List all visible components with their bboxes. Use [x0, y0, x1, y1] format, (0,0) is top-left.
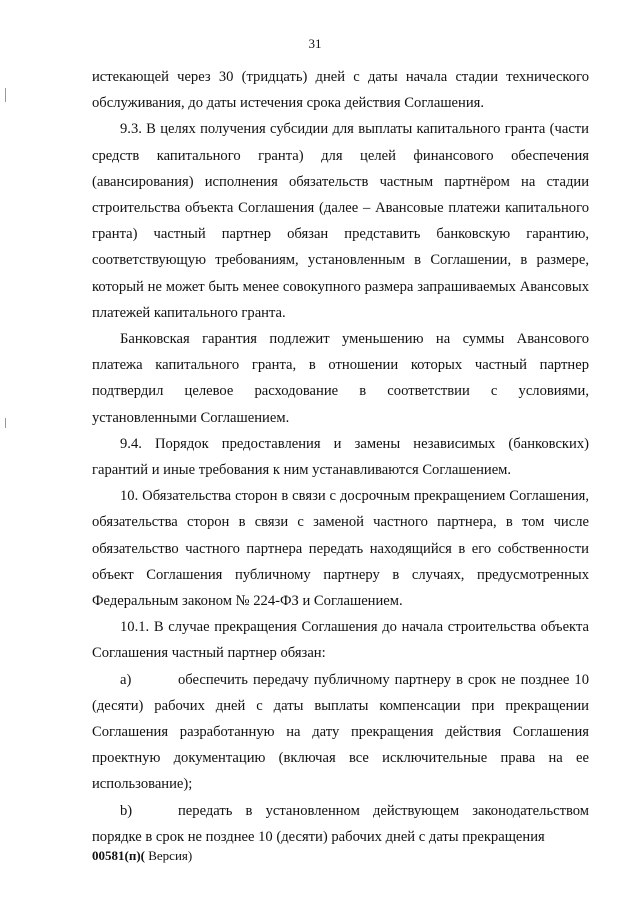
footer-version: Версия): [144, 848, 193, 863]
paragraph: 9.3. В целях получения субсидии для выплаты капитального гранта (части средств капитального гранта) для целей финансового обеспечения (авансирования) исполнения обязательств частным партнёром на стадии строительства объекта Соглашения (далее – Авансовые платежи капитального гранта) частный партнер обязан представить банковскую гарантию, соответствующую требованиям, установленным в Соглашении, в размере, который не может быть менее совокупного размера запрашиваемых Авансовых платежей капитального гранта.: [92, 121, 589, 321]
page-number: 31: [308, 36, 322, 51]
paragraph: 9.4. Порядок предоставления и замены независимых (банковских) гарантий и иные требования к ним устанавливаются Соглашением.: [92, 435, 589, 479]
document-body: [92, 64, 589, 850]
list-item-text: передать в установленном действующем законодательством порядке в срок не позднее 10 (десяти) рабочих дней с даты прекращения: [92, 802, 589, 845]
footer-code: 00581(п)(: [92, 848, 145, 863]
paragraph: 10. Обязательства сторон в связи с досрочным прекращением Соглашения, обязательства сторон в связи с заменой частного партнера, в том числе обязательство частного партнера передать находящийся в его собственности объект Соглашения публичному партнеру в случаях, предусмотренных Федеральным законом № 224-ФЗ и Соглашением.: [92, 488, 589, 610]
list-item: [92, 798, 589, 850]
paragraph: Банковская гарантия подлежит уменьшению на суммы Авансового платежа капитального гранта, в отношении которых частный партнер подтвердил целевое расходование в соответствии с условиями, установленными Соглашением.: [92, 331, 589, 426]
list-item-text: обеспечить передачу публичному партнеру в срок не позднее 10 (десяти) рабочих дней с даты выплаты компенсации при прекращении Соглашения разработанную на дату прекращения действия Соглашения проектную документацию (включая все исключительные права на ее использование);: [92, 671, 589, 793]
scan-edge-mark: [5, 418, 6, 428]
footer-document-code: [92, 848, 192, 864]
scan-edge-mark: [5, 88, 6, 102]
list-item: [92, 667, 589, 798]
list-item-marker: b): [120, 802, 133, 819]
list-item-marker: а): [120, 671, 132, 688]
paragraph: истекающей через 30 (тридцать) дней с даты начала стадии технического обслуживания, до даты истечения срока действия Соглашения.: [92, 69, 589, 112]
paragraph: 10.1. В случае прекращения Соглашения до начала строительства объекта Соглашения частный партнер обязан:: [92, 619, 589, 662]
